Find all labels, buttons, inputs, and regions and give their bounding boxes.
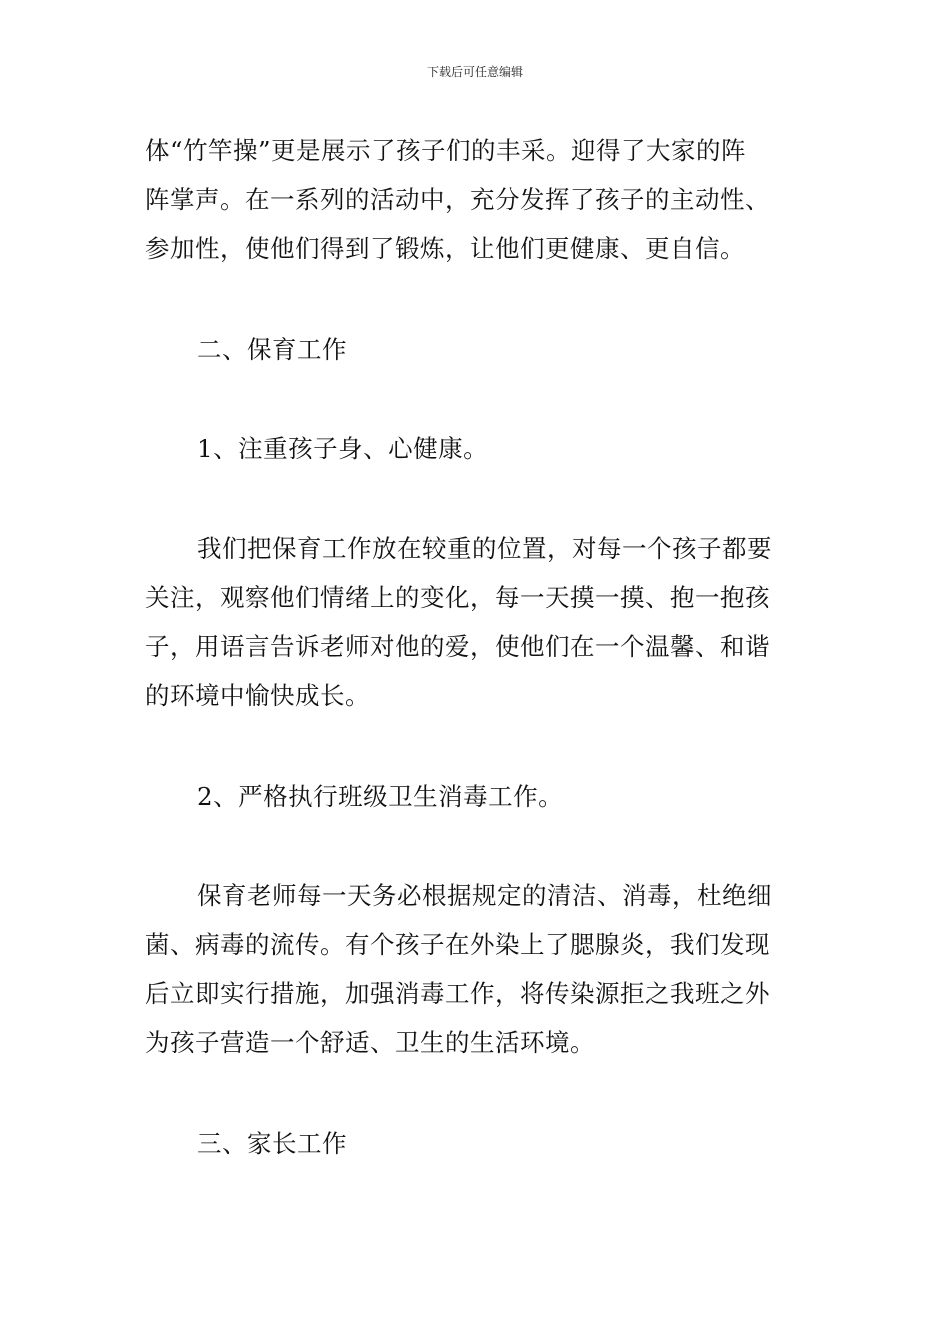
- section-heading-care-work: [145, 325, 810, 374]
- section-heading-parent-work: [145, 1119, 810, 1168]
- heading-text: 二、保育工作: [197, 335, 347, 364]
- text-line: 阵掌声。在一系列的活动中，充分发挥了孩子的主动性、: [145, 185, 770, 214]
- subheading-text: 1、注重孩子身、心健康。: [197, 434, 489, 463]
- text-line: 我们把保育工作放在较重的位置，对每一个孩子都要: [197, 534, 772, 563]
- text-line: 菌、病毒的流传。有个孩子在外染上了腮腺炎，我们发现: [145, 930, 770, 959]
- text-line: 参加性，使他们得到了锻炼，让他们更健康、更自信。: [145, 234, 745, 263]
- paragraph-continuation: [145, 126, 810, 273]
- text-line: 关注，观察他们情绪上的变化，每一天摸一摸、抱一抱孩: [145, 583, 770, 612]
- text-line: 子，用语言告诉老师对他的爱，使他们在一个温馨、和谐: [145, 632, 770, 661]
- subheading-health: [145, 424, 810, 473]
- subheading-text: 2、严格执行班级卫生消毒工作。: [197, 782, 564, 811]
- subheading-disinfection: [145, 772, 810, 821]
- text-line: 体“竹竿操”更是展示了孩子们的丰采。迎得了大家的阵: [145, 136, 747, 165]
- text-line: 后立即实行措施，加强消毒工作，将传染源拒之我班之外: [145, 979, 770, 1008]
- paragraph-disinfection: [145, 871, 810, 1067]
- page-header: 下载后可任意编辑: [426, 65, 523, 79]
- heading-text: 三、家长工作: [197, 1129, 347, 1158]
- text-line: 保育老师每一天务必根据规定的清洁、消毒，杜绝细: [197, 881, 772, 910]
- text-line: 的环境中愉快成长。: [145, 681, 370, 710]
- text-line: 为孩子营造一个舒适、卫生的生活环境。: [145, 1028, 595, 1057]
- paragraph-care: [145, 524, 810, 720]
